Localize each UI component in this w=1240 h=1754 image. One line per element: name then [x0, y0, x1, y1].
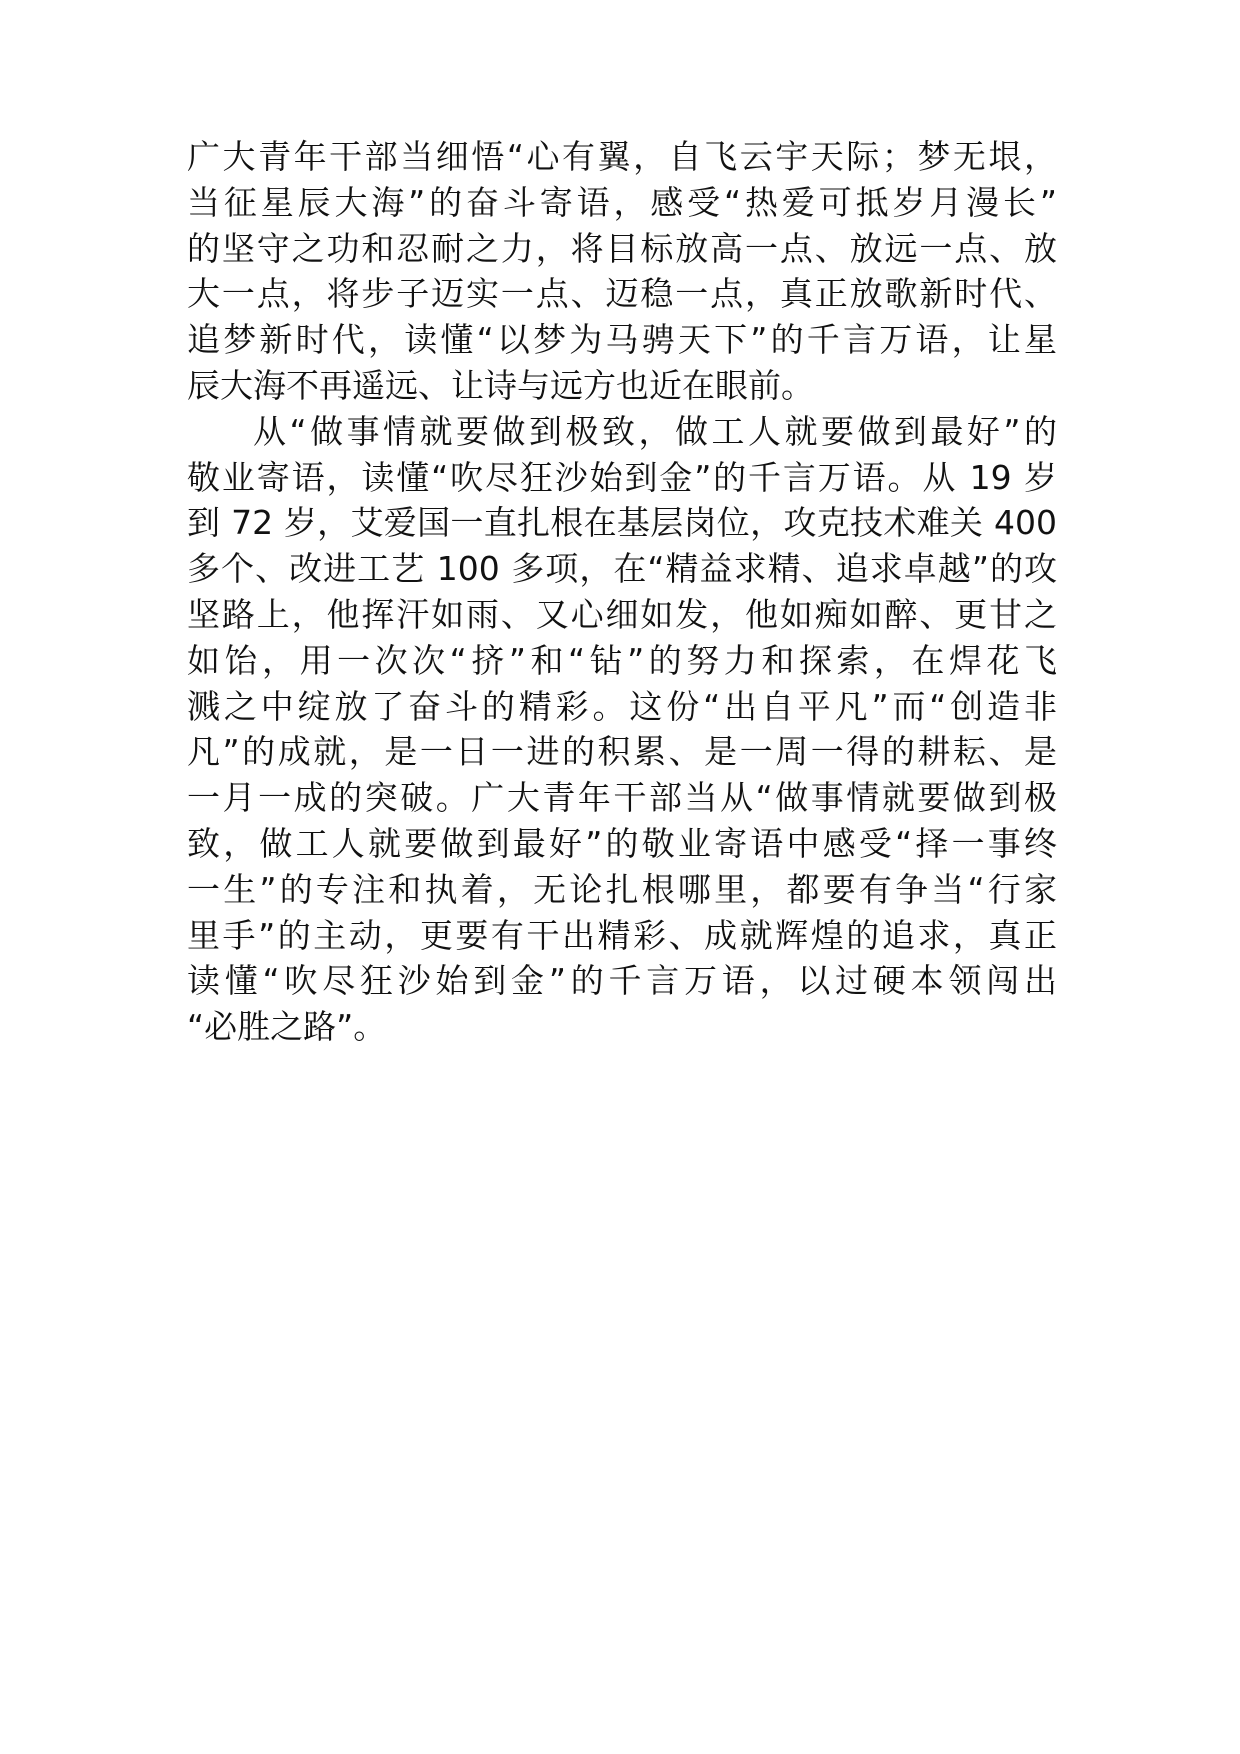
text-line: 一生”的专注和执着，无论扎根哪里，都要有争当“行家 — [187, 869, 1057, 909]
text-line: 当征星辰大海”的奋斗寄语，感受“热爱可抵岁月漫长” — [187, 182, 1057, 222]
paragraph-2 — [187, 409, 1057, 1050]
text-line: 敬业寄语，读懂“吹尽狂沙始到金”的千言万语。从 19 岁 — [187, 457, 1057, 497]
text-line: 坚路上，他挥汗如雨、又心细如发，他如痴如醉、更甘之 — [187, 594, 1057, 634]
text-line: 的坚守之功和忍耐之力，将目标放高一点、放远一点、放 — [187, 228, 1057, 268]
text-line: 里手”的主动，更要有干出精彩、成就辉煌的追求，真正 — [187, 915, 1057, 955]
text-line: 一月一成的突破。广大青年干部当从“做事情就要做到极 — [187, 778, 1057, 818]
text-line: 溅之中绽放了奋斗的精彩。这份“出自平凡”而“创造非 — [187, 686, 1057, 726]
text-line: 广大青年干部当细悟“心有翼，自飞云宇天际；梦无垠， — [187, 137, 1057, 176]
text-line: 致，做工人就要做到最好”的敬业寄语中感受“择一事终 — [187, 823, 1057, 863]
text-line: 从“做事情就要做到极致，做工人就要做到最好”的 — [253, 411, 1057, 451]
text-line: “必胜之路”。 — [187, 1007, 387, 1047]
text-line: 读懂“吹尽狂沙始到金”的千言万语，以过硬本领闯出 — [187, 961, 1057, 1001]
text-line: 追梦新时代，读懂“以梦为马骋天下”的千言万语，让星 — [187, 320, 1057, 360]
text-line: 大一点，将步子迈实一点、迈稳一点，真正放歌新时代、 — [187, 274, 1057, 314]
text-line: 多个、改进工艺 100 多项，在“精益求精、追求卓越”的攻 — [187, 549, 1057, 589]
text-line: 到 72 岁，艾爱国一直扎根在基层岗位，攻克技术难关 400 — [187, 503, 1057, 543]
body-text — [187, 134, 1057, 1050]
text-line: 如饴，用一次次“挤”和“钻”的努力和探索，在焊花飞 — [187, 640, 1057, 680]
text-line: 辰大海不再遥远、让诗与远方也近在眼前。 — [187, 365, 814, 405]
text-line: 凡”的成就，是一日一进的积累、是一周一得的耕耘、是 — [187, 732, 1057, 772]
paragraph-1 — [187, 134, 1057, 409]
